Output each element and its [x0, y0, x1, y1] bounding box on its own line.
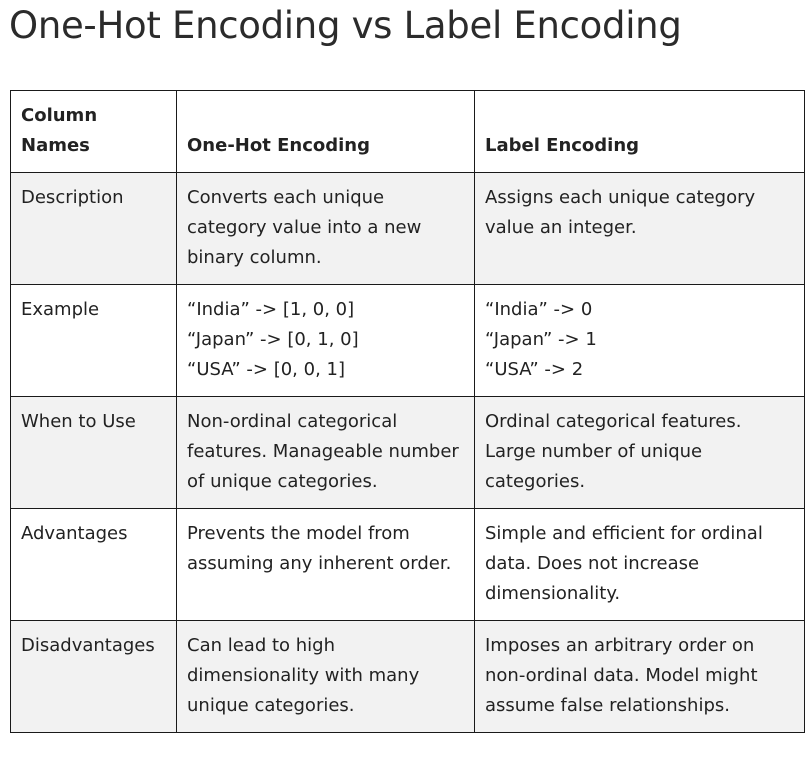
cell-one-hot-description: Converts each unique category value into a new binary column.: [177, 173, 475, 285]
example-line: “India” -> [1, 0, 0]: [187, 299, 355, 320]
example-line: “Japan” -> 1: [485, 329, 597, 350]
row-label-advantages: Advantages: [11, 509, 177, 621]
example-line: “USA” -> [0, 0, 1]: [187, 359, 345, 380]
cell-one-hot-when-to-use: Non-ordinal categorical features. Manageable number of unique categories.: [177, 397, 475, 509]
cell-one-hot-disadvantages: Can lead to high dimensionality with many unique categories.: [177, 621, 475, 733]
cell-one-hot-example: [177, 285, 475, 397]
header-label-encoding: Label Encoding: [475, 91, 805, 173]
header-column-names: Column Names: [11, 91, 177, 173]
comparison-table: [10, 90, 805, 733]
row-label-example: Example: [11, 285, 177, 397]
table-row-description: [11, 173, 805, 285]
row-label-when-to-use: When to Use: [11, 397, 177, 509]
cell-label-description: Assigns each unique category value an integer.: [475, 173, 805, 285]
example-line: “India” -> 0: [485, 299, 593, 320]
example-line: “USA” -> 2: [485, 359, 584, 380]
cell-one-hot-advantages: Prevents the model from assuming any inherent order.: [177, 509, 475, 621]
cell-label-example: [475, 285, 805, 397]
table-row-disadvantages: [11, 621, 805, 733]
cell-label-advantages: Simple and efficient for ordinal data. Does not increase dimensionality.: [475, 509, 805, 621]
table-row-advantages: [11, 509, 805, 621]
row-label-description: Description: [11, 173, 177, 285]
example-line: “Japan” -> [0, 1, 0]: [187, 329, 359, 350]
header-one-hot-encoding: One-Hot Encoding: [177, 91, 475, 173]
page-title: One-Hot Encoding vs Label Encoding: [9, 4, 682, 47]
row-label-disadvantages: Disadvantages: [11, 621, 177, 733]
cell-label-when-to-use: Ordinal categorical features. Large number of unique categories.: [475, 397, 805, 509]
cell-label-disadvantages: Imposes an arbitrary order on non-ordinal data. Model might assume false relationships.: [475, 621, 805, 733]
table-row-when-to-use: [11, 397, 805, 509]
table-header-row: [11, 91, 805, 173]
table-row-example: [11, 285, 805, 397]
